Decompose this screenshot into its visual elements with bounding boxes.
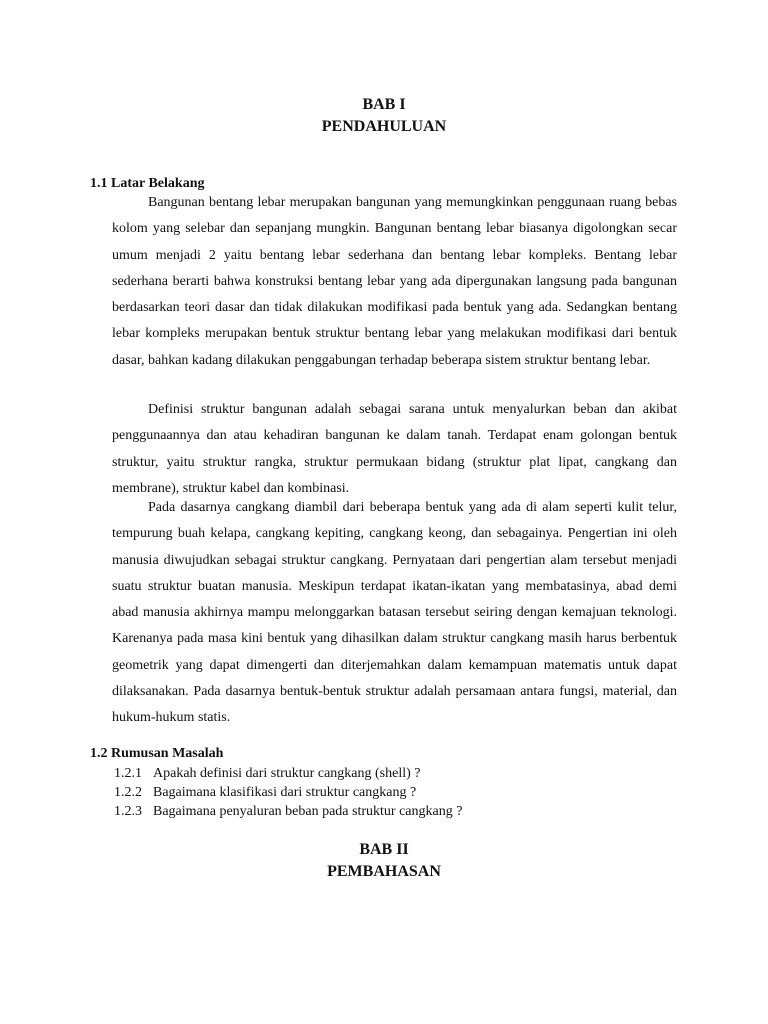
list-item-number: 1.2.3	[114, 804, 142, 819]
section-1-2-heading: 1.2 Rumusan Masalah	[90, 746, 224, 761]
list-item	[114, 764, 462, 783]
paragraph: Definisi struktur bangunan adalah sebagai sarana untuk menyalurkan beban dan akibat penggunaannya dan atau kehadiran bangunan ke dalam tanah. Terdapat enam golongan bentuk struktur, yaitu struktur rangka, struktur permukaan bidang (struktur plat lipat, cangkang dan membrane), struktur kabel dan kombinasi.	[112, 402, 677, 496]
list-item-number: 1.2.2	[114, 785, 142, 800]
problem-list	[114, 764, 462, 821]
chapter-2-title: PEMBAHASAN	[327, 863, 441, 880]
list-item-text: Apakah definisi dari struktur cangkang (shell) ?	[153, 766, 421, 781]
list-item-text: Bagaimana klasifikasi dari struktur cangkang ?	[153, 785, 417, 800]
section-1-1-heading: 1.1 Latar Belakang	[90, 176, 205, 191]
list-item	[114, 783, 462, 802]
paragraph: Bangunan bentang lebar merupakan bangunan yang memungkinkan penggunaan ruang bebas kolom yang selebar dan sepanjang mungkin. Bangunan bentang lebar biasanya digolongkan secar umum menjadi 2 yaitu bentang lebar sederhana dan bentang lebar kompleks. Bentang lebar sederhana berarti bahwa konstruksi bentang lebar yang ada dipergunakan langsung pada bangunan berdasarkan teori dasar dan tidak dilakukan modifikasi pada bentuk yang ada. Sedangkan bentang lebar kompleks merupakan bentuk struktur bentang lebar yang melakukan modifikasi dari bentuk dasar, bahkan kadang dilakukan penggabungan terhadap beberapa sistem struktur bentang lebar.	[112, 195, 677, 368]
list-item-text: Bagaimana penyaluran beban pada struktur cangkang ?	[153, 804, 463, 819]
chapter-2-label: BAB II	[359, 841, 409, 858]
chapter-1-title: PENDAHULUAN	[321, 118, 447, 135]
list-item	[114, 802, 462, 821]
chapter-1-label: BAB I	[362, 96, 406, 113]
paragraph: Pada dasarnya cangkang diambil dari beberapa bentuk yang ada di alam seperti kulit telur, tempurung buah kelapa, cangkang kepiting, cangkang keong, dan sebagainya. Pengertian ini oleh manusia diwujudkan sebagai struktur cangkang. Pernyataan dari pengertian alam tersebut menjadi suatu struktur buatan manusia. Meskipun terdapat ikatan-ikatan yang membatasinya, abad demi abad manusia akhirnya mampu melonggarkan batasan tersebut seiring dengan kemajuan teknologi. Karenanya pada masa kini bentuk yang dihasilkan dalam struktur cangkang masih harus berbentuk geometrik yang dapat dimengerti dan diterjemahkan dalam kemampuan matematis untuk dapat dilaksanakan. Pada dasarnya bentuk-bentuk struktur adalah persamaan antara fungsi, material, dan hukum-hukum statis.	[112, 500, 677, 726]
list-item-number: 1.2.1	[114, 766, 142, 781]
